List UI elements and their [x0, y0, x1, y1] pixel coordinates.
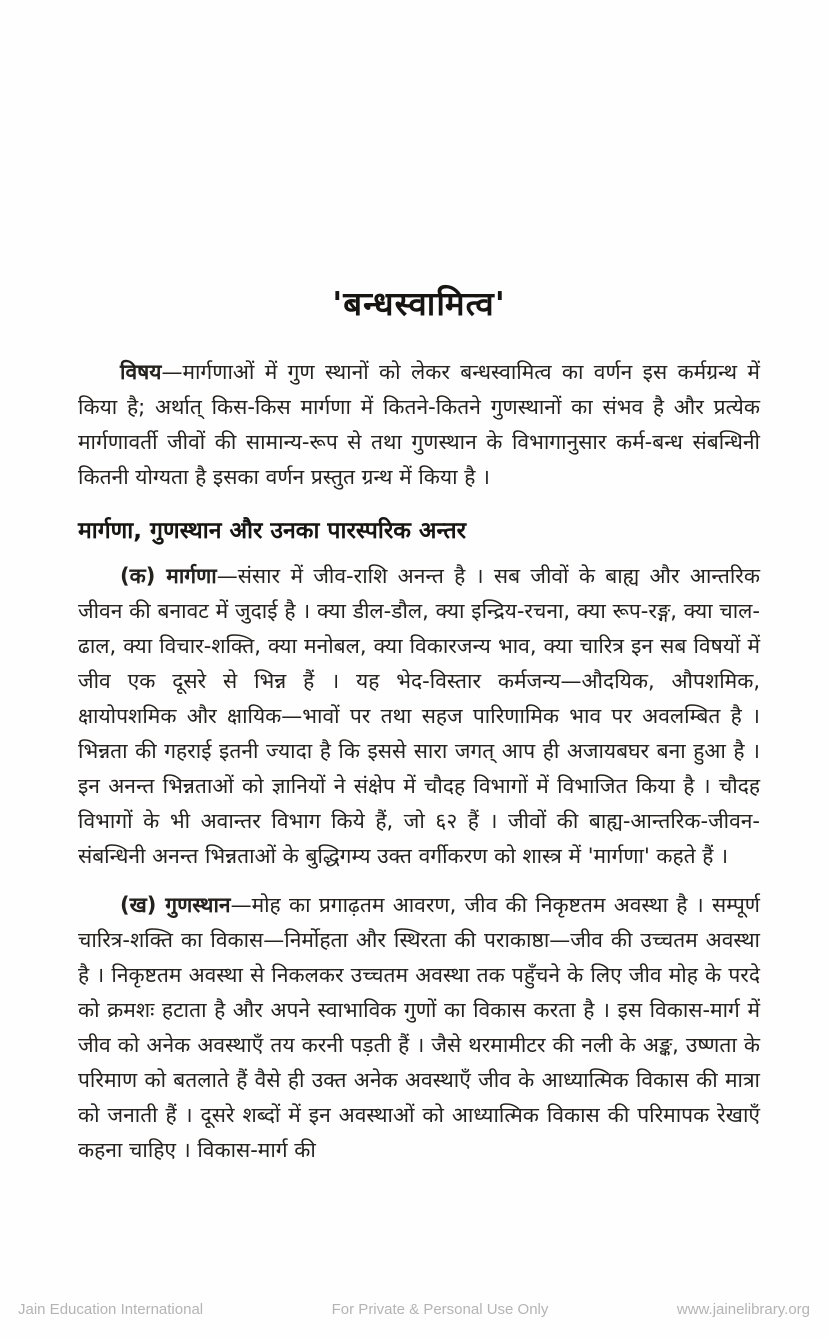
paragraph-gunasthan-text: —मोह का प्रगाढ़तम आवरण, जीव की निकृष्टतम अवस्था है । सम्पूर्ण चारित्र-शक्ति का विकास—निर्मोहता और स्थिरता की पराकाष्ठा—जीव की उच्चतम अवस्था है । निकृष्टतम अवस्था से निकलकर उच्चतम अवस्था तक पहुँचने के लिए जीव मोह के परदे को क्रमशः हटाता है और अपने स्वाभाविक गुणों का विकास करता है । इस विकास-मार्ग में जीव को अनेक अवस्थाएँ तय करनी पड़ती हैं । जैसे थरमामीटर की नली के अङ्क, उष्णता के परिमाण को बतलाते हैं वैसे ही उक्त अनेक अवस्थाएँ जीव के आध्यात्मिक विकास की मात्रा को जनाती हैं । दूसरे शब्दों में इन अवस्थाओं को आध्यात्मिक विकास की परिमापक रेखाएँ कहना चाहिए । विकास-मार्ग की — [78, 893, 760, 1162]
paragraph-gunasthan — [78, 888, 760, 1168]
section-heading: मार्गणा, गुणस्थान और उनका पारस्परिक अन्तर — [78, 518, 467, 544]
paragraph-intro-text: —मार्गणाओं में गुण स्थानों को लेकर बन्धस्वामित्व का वर्णन इस कर्मग्रन्थ में किया है; अर्थात् किस-किस मार्गणा में कितने-कितने गुणस्थानों का संभव है और प्रत्येक मार्गणावर्ती जीवों की सामान्य-रूप से तथा गुणस्थान के विभागानुसार कर्म-बन्ध संबन्धिनी कितनी योग्यता है इसका वर्णन प्रस्तुत ग्रन्थ में किया है । — [78, 360, 760, 489]
paragraph-intro — [78, 355, 760, 495]
paragraph-margana-text: —संसार में जीव-राशि अनन्त है । सब जीवों के बाह्य और आन्तरिक जीवन की बनावट में जुदाई है । क्या डील-डौल, क्या इन्द्रिय-रचना, क्या रूप-रङ्ग, क्या चाल-ढाल, क्या विचार-शक्ति, क्या मनोबल, क्या विकारजन्य भाव, क्या चारित्र इन सब विषयों में जीव एक दूसरे से भिन्न हैं । यह भेद-विस्तार कर्मजन्य—औदयिक, औपशमिक, क्षायोपशमिक और क्षायिक—भावों पर तथा सहज पारिणामिक भाव पर अवलम्बित है । भिन्नता की गहराई इतनी ज्यादा है कि इससे सारा जगत् आप ही अजायबघर बना हुआ है । इन अनन्त भिन्नताओं को ज्ञानियों ने संक्षेप में चौदह विभागों में विभाजित किया है । चौदह विभागों के भी अवान्तर विभाग किये हैं, जो ६२ हैं । जीवों की बाह्य-आन्तरिक-जीवन-संबन्धिनी अनन्त भिन्नताओं के बुद्धिगम्य उक्त वर्गीकरण को शास्त्र में 'मार्गणा' कहते हैं । — [78, 564, 760, 868]
footer-publisher: Jain Education International — [18, 1301, 204, 1318]
text-block — [78, 280, 760, 1168]
paragraph-gunasthan-lead: (ख) गुणस्थान — [120, 893, 231, 917]
page-title: 'बन्धस्वामित्व' — [332, 284, 506, 323]
footer-usage-note: For Private & Personal Use Only — [331, 1301, 549, 1318]
page-footer — [0, 1301, 828, 1318]
paragraph-margana — [78, 559, 760, 874]
paragraph-margana-lead: (क) मार्गणा — [120, 564, 217, 588]
footer-website: www.jainelibrary.org — [676, 1301, 810, 1318]
paragraph-intro-lead: विषय — [120, 360, 162, 384]
